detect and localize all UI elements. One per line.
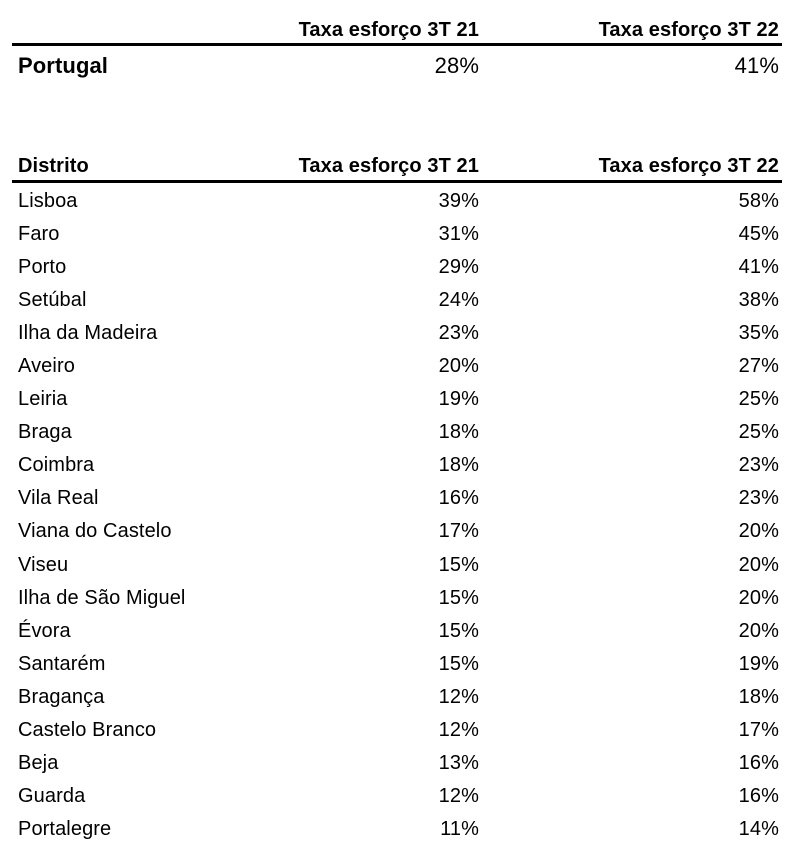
district-table — [12, 150, 782, 844]
district-name: Coimbra — [18, 454, 95, 477]
district-value-3t21: 11% — [440, 817, 479, 840]
district-value-3t21: 17% — [438, 520, 479, 543]
district-value-3t22: 18% — [738, 685, 779, 708]
district-header-3t21: Taxa esforço 3T 21 — [298, 155, 479, 177]
district-name: Viana do Castelo — [18, 520, 172, 543]
district-name: Santarém — [18, 652, 106, 675]
district-value-3t21: 23% — [438, 322, 479, 345]
national-summary-table — [12, 15, 782, 86]
table-row — [12, 811, 782, 844]
table-row — [12, 315, 782, 348]
district-value-3t22: 16% — [738, 751, 779, 774]
district-value-3t22: 45% — [738, 223, 779, 246]
district-rows — [12, 183, 782, 844]
district-value-3t22: 16% — [738, 784, 779, 807]
district-name: Setúbal — [18, 289, 87, 312]
district-value-3t22: 14% — [738, 817, 779, 840]
district-name: Ilha de São Miguel — [18, 586, 186, 609]
summary-header-3t22: Taxa esforço 3T 22 — [598, 19, 779, 41]
district-name: Porto — [18, 256, 67, 279]
table-row — [12, 480, 782, 513]
district-value-3t21: 39% — [438, 190, 479, 212]
district-name: Guarda — [18, 784, 86, 807]
district-name: Beja — [18, 751, 59, 774]
district-value-3t22: 20% — [738, 619, 779, 642]
table-row — [12, 447, 782, 480]
district-value-3t21: 29% — [438, 256, 479, 279]
district-value-3t22: 17% — [738, 718, 779, 741]
district-value-3t22: 19% — [738, 652, 779, 675]
district-name: Castelo Branco — [18, 718, 157, 741]
district-name: Vila Real — [18, 487, 99, 510]
table-row — [12, 183, 782, 216]
district-header-3t22: Taxa esforço 3T 22 — [598, 155, 779, 177]
district-name: Viseu — [18, 553, 69, 576]
district-value-3t22: 41% — [738, 256, 779, 279]
district-value-3t21: 18% — [438, 421, 479, 444]
district-value-3t21: 13% — [438, 751, 479, 774]
district-value-3t22: 25% — [738, 388, 779, 411]
table-row — [12, 414, 782, 447]
district-name: Ilha da Madeira — [18, 322, 158, 345]
district-value-3t22: 23% — [738, 487, 779, 510]
district-name: Évora — [18, 619, 71, 642]
table-row — [12, 778, 782, 811]
summary-value-3t22: 41% — [734, 53, 779, 78]
district-name: Bragança — [18, 685, 105, 708]
district-value-3t21: 31% — [438, 223, 479, 246]
district-value-3t21: 12% — [438, 685, 479, 708]
district-name: Aveiro — [18, 355, 75, 378]
table-row — [12, 381, 782, 414]
district-value-3t22: 23% — [738, 454, 779, 477]
district-value-3t22: 58% — [738, 190, 779, 212]
table-row — [12, 348, 782, 381]
summary-header-row — [12, 15, 782, 46]
district-value-3t21: 15% — [438, 553, 479, 576]
district-header-row — [12, 150, 782, 183]
district-value-3t22: 25% — [738, 421, 779, 444]
district-value-3t21: 12% — [438, 784, 479, 807]
table-row — [12, 249, 782, 282]
table-row — [12, 547, 782, 580]
district-name: Lisboa — [18, 190, 78, 212]
district-value-3t21: 15% — [438, 652, 479, 675]
district-value-3t21: 19% — [438, 388, 479, 411]
summary-header-3t21: Taxa esforço 3T 21 — [298, 19, 479, 41]
district-value-3t21: 15% — [438, 619, 479, 642]
district-value-3t21: 16% — [438, 487, 479, 510]
table-row — [12, 282, 782, 315]
table-row — [12, 216, 782, 249]
table-row — [12, 646, 782, 679]
district-value-3t22: 20% — [738, 586, 779, 609]
district-value-3t22: 27% — [738, 355, 779, 378]
district-value-3t22: 35% — [738, 322, 779, 345]
summary-country-name: Portugal — [18, 53, 109, 78]
district-header-name: Distrito — [18, 155, 89, 177]
district-value-3t22: 20% — [738, 520, 779, 543]
district-name: Braga — [18, 421, 72, 444]
district-name: Faro — [18, 223, 60, 246]
summary-row-portugal — [12, 46, 782, 86]
district-value-3t22: 38% — [738, 289, 779, 312]
district-value-3t21: 24% — [438, 289, 479, 312]
table-row — [12, 679, 782, 712]
district-value-3t21: 18% — [438, 454, 479, 477]
table-row — [12, 580, 782, 613]
district-value-3t21: 15% — [438, 586, 479, 609]
table-row — [12, 513, 782, 546]
district-value-3t21: 20% — [438, 355, 479, 378]
district-value-3t21: 12% — [438, 718, 479, 741]
summary-value-3t21: 28% — [434, 53, 479, 78]
table-row — [12, 613, 782, 646]
table-row — [12, 712, 782, 745]
district-name: Leiria — [18, 388, 68, 411]
district-value-3t22: 20% — [738, 553, 779, 576]
table-row — [12, 745, 782, 778]
district-name: Portalegre — [18, 817, 112, 840]
